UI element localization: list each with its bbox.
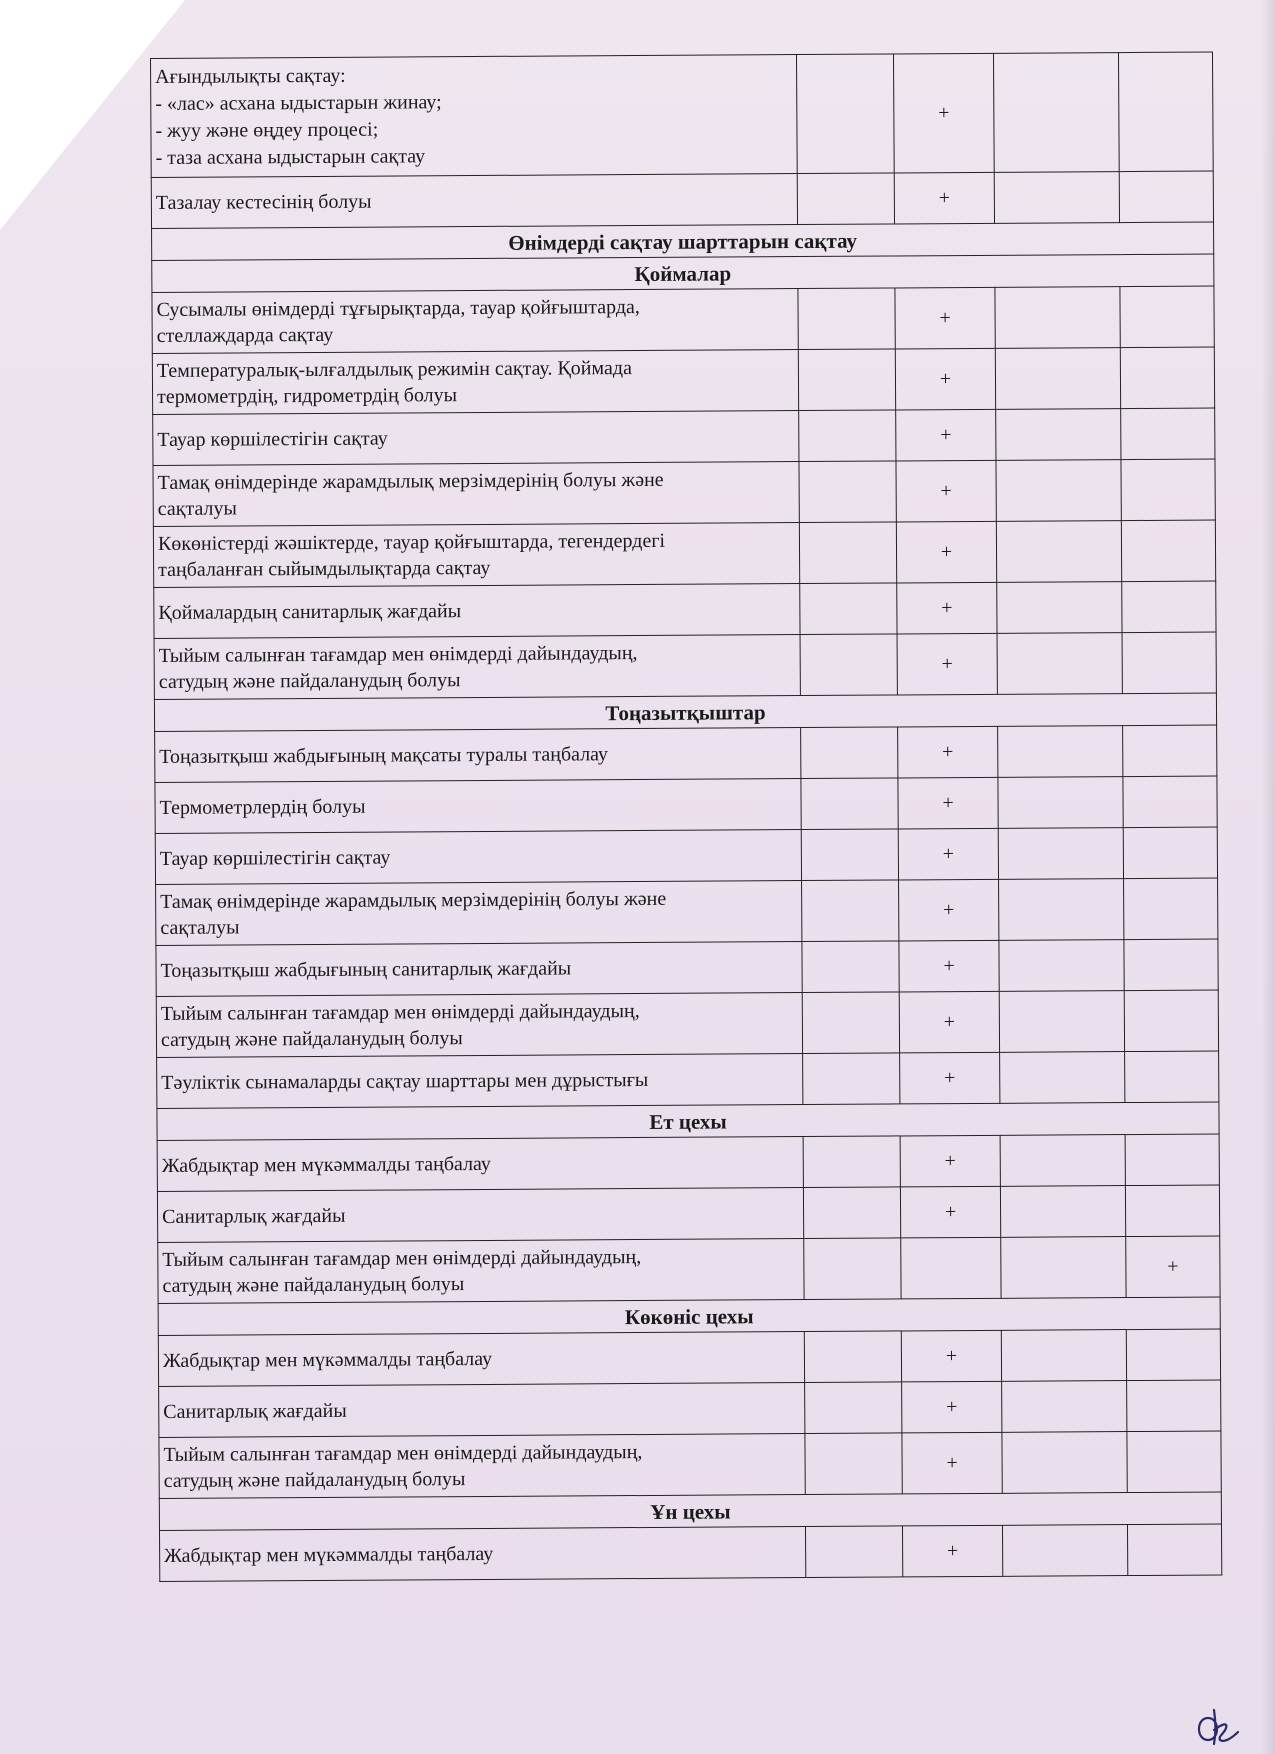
mark-cell-2: + <box>900 1052 1000 1104</box>
section-title: Көкөніс цехы <box>158 1297 1220 1335</box>
checklist-row <box>156 878 1218 945</box>
mark-cell-4 <box>1121 459 1215 521</box>
mark-cell-3 <box>994 172 1119 224</box>
requirement-line: Тауар көршілестігін сақтау <box>157 427 388 451</box>
checklist-row <box>157 1134 1219 1191</box>
checklist-row <box>157 1185 1219 1242</box>
mark-cell-2: + <box>901 1330 1001 1382</box>
checklist-row <box>156 990 1218 1057</box>
requirement-line: Тамақ өнімдерінде жарамдылық мерзімдерінің болуы және <box>157 468 664 494</box>
requirement-line: Тыйым салынған тағамдар мен өнімдерді дайындаудың, <box>160 1000 640 1025</box>
requirement-line: сақталуы <box>160 916 240 939</box>
checklist-row <box>159 1431 1221 1498</box>
mark-cell-2: + <box>900 1135 1000 1187</box>
mark-cell-1 <box>797 173 894 225</box>
mark-cell-4 <box>1124 939 1218 991</box>
checklist-row <box>157 1051 1219 1108</box>
mark-cell-1 <box>798 349 895 411</box>
checklist-row <box>154 632 1216 699</box>
mark-cell-2: + <box>899 940 999 992</box>
checklist-body <box>151 52 1222 1581</box>
checklist-row <box>155 776 1217 833</box>
mark-cell-3 <box>996 521 1121 583</box>
mark-cell-2: + <box>898 828 998 880</box>
checklist-row <box>152 347 1214 414</box>
mark-cell-2: + <box>902 1381 1002 1433</box>
mark-cell-4 <box>1126 1329 1220 1381</box>
requirement-text <box>159 1434 805 1499</box>
requirement-line: Санитарлық жағдайы <box>163 1399 347 1423</box>
requirement-text <box>156 881 802 946</box>
mark-cell-3 <box>1001 1237 1126 1299</box>
requirement-text <box>158 1239 804 1304</box>
checklist-row <box>151 52 1214 177</box>
mark-cell-1 <box>801 829 898 881</box>
mark-cell-2: + <box>902 1432 1002 1494</box>
handwritten-signature <box>1190 1688 1270 1748</box>
requirement-line: - «лас» асхана ыдыстарын жинау; <box>155 91 442 115</box>
section-title: Тоңазытқыштар <box>154 693 1216 731</box>
requirement-line: - таза асхана ыдыстарын сақтау <box>155 145 426 169</box>
mark-cell-2: + <box>896 460 996 522</box>
mark-cell-3 <box>1000 1135 1125 1187</box>
mark-cell-4 <box>1121 408 1215 460</box>
mark-cell-2: + <box>896 409 996 461</box>
mark-cell-4 <box>1124 878 1218 940</box>
mark-cell-4 <box>1120 286 1214 348</box>
requirement-line: Тамақ өнімдерінде жарамдылық мерзімдерінің болуы және <box>160 887 667 913</box>
mark-cell-3 <box>997 582 1122 634</box>
requirement-line: сатудың және пайдаланудың болуы <box>158 669 461 693</box>
requirement-text <box>156 993 802 1058</box>
mark-cell-3 <box>1000 1052 1125 1104</box>
mark-cell-4 <box>1127 1380 1221 1432</box>
requirement-line: сатудың және пайдаланудың болуы <box>160 1027 463 1051</box>
mark-cell-2: + <box>900 1186 1000 1238</box>
requirement-line: Жабдықтар мен мүкәммалды таңбалау <box>162 1347 493 1372</box>
mark-cell-1 <box>804 1238 901 1300</box>
mark-cell-4 <box>1122 632 1216 694</box>
mark-cell-2: + <box>897 633 997 695</box>
mark-cell-4 <box>1127 1524 1221 1576</box>
requirement-text <box>153 523 799 588</box>
mark-cell-3 <box>998 777 1123 829</box>
mark-cell-1 <box>805 1526 902 1578</box>
mark-cell-1 <box>802 941 899 993</box>
checklist-row <box>152 286 1214 353</box>
requirement-line: Санитарлық жағдайы <box>162 1204 346 1228</box>
requirement-text <box>154 635 800 700</box>
mark-cell-1 <box>799 461 896 523</box>
mark-cell-4 <box>1125 1134 1219 1186</box>
requirement-line: Тазалау кестесінің болуы <box>155 190 372 214</box>
mark-cell-2: + <box>902 1525 1002 1577</box>
mark-cell-1 <box>803 1187 900 1239</box>
requirement-line: Сусымалы өнімдерді тұғырықтарда, тауар қойғыштарда, <box>156 296 640 321</box>
mark-cell-2: + <box>898 777 998 829</box>
mark-cell-1 <box>796 54 894 174</box>
mark-cell-4 <box>1120 347 1214 409</box>
requirement-text <box>156 942 802 997</box>
mark-cell-3 <box>996 409 1121 461</box>
mark-cell-2: + <box>899 879 999 941</box>
mark-cell-3 <box>993 53 1119 173</box>
requirement-line: Тоңазытқыш жабдығының санитарлық жағдайы <box>160 957 572 982</box>
mark-cell-1 <box>800 634 897 696</box>
mark-cell-4 <box>1125 1051 1219 1103</box>
requirement-line: Қоймалардың санитарлық жағдайы <box>158 600 462 624</box>
mark-cell-2: + <box>895 287 995 349</box>
mark-cell-2 <box>901 1237 1001 1299</box>
mark-cell-3 <box>1000 1186 1125 1238</box>
requirement-text <box>157 1137 803 1192</box>
mark-cell-3 <box>995 287 1120 349</box>
requirement-line: - жуу және өңдеу процесі; <box>155 118 379 142</box>
checklist-row <box>153 459 1215 526</box>
requirement-text <box>157 1188 803 1243</box>
mark-cell-1 <box>805 1433 902 1495</box>
mark-cell-4 <box>1122 581 1216 633</box>
mark-cell-4 <box>1118 52 1213 172</box>
mark-cell-4 <box>1123 776 1217 828</box>
mark-cell-1 <box>801 778 898 830</box>
requirement-line: Термометрлердің болуы <box>159 795 366 819</box>
mark-cell-3 <box>997 633 1122 695</box>
mark-cell-3 <box>999 940 1124 992</box>
requirement-text <box>157 1054 803 1109</box>
mark-cell-3 <box>996 460 1121 522</box>
mark-cell-1 <box>804 1331 901 1383</box>
mark-cell-4: + <box>1126 1236 1220 1298</box>
requirement-line: Көкөністерді жәшіктерде, тауар қойғыштарда, тегендердегі <box>157 529 666 555</box>
checklist-row <box>156 939 1218 996</box>
requirement-line: таңбаланған сыйымдылықтарда сақтау <box>158 556 491 581</box>
requirement-line: Тауар көршілестігін сақтау <box>159 846 391 870</box>
mark-cell-3 <box>1002 1432 1127 1494</box>
mark-cell-2: + <box>893 53 994 173</box>
mark-cell-1 <box>798 288 895 350</box>
section-title: Өнімдерді сақтау шарттарын сақтау <box>152 222 1214 260</box>
mark-cell-3 <box>1002 1381 1127 1433</box>
requirement-line: Тыйым салынған тағамдар мен өнімдерді дайындаудың, <box>158 642 638 667</box>
requirement-text <box>155 779 801 834</box>
requirement-text <box>159 1527 805 1582</box>
checklist-row <box>153 408 1215 465</box>
requirement-text <box>151 55 798 178</box>
mark-cell-2: + <box>899 991 999 1053</box>
requirement-text <box>153 411 799 466</box>
requirement-line: сатудың және пайдаланудың болуы <box>163 1468 466 1492</box>
mark-cell-2: + <box>896 521 996 583</box>
mark-cell-2: + <box>894 172 994 224</box>
mark-cell-3 <box>1001 1330 1126 1382</box>
inspection-checklist-table <box>150 52 1222 1582</box>
mark-cell-4 <box>1123 827 1217 879</box>
checklist-row <box>154 581 1216 638</box>
mark-cell-1 <box>800 583 897 635</box>
requirement-line: Тыйым салынған тағамдар мен өнімдерді дайындаудың, <box>163 1441 643 1466</box>
checklist-row <box>155 827 1217 884</box>
mark-cell-2: + <box>898 726 998 778</box>
mark-cell-4 <box>1123 725 1217 777</box>
mark-cell-1 <box>803 1136 900 1188</box>
requirement-text <box>155 728 801 783</box>
checklist-row <box>159 1524 1221 1581</box>
mark-cell-1 <box>799 410 896 462</box>
section-title: Қоймалар <box>152 254 1214 292</box>
mark-cell-1 <box>802 880 899 942</box>
requirement-text <box>155 830 801 885</box>
requirement-line: Тоңазытқыш жабдығының мақсаты туралы таңбалау <box>159 743 609 768</box>
mark-cell-4 <box>1124 990 1218 1052</box>
checklist-row <box>159 1380 1221 1437</box>
requirement-text <box>154 584 800 639</box>
requirement-line: Температуралық-ылғалдылық режимін сақтау. Қоймада <box>156 357 633 382</box>
requirement-line: Тыйым салынған тағамдар мен өнімдерді дайындаудың, <box>162 1246 642 1271</box>
page-edge-shadow <box>1261 0 1275 1754</box>
requirement-line: Жабдықтар мен мүкәммалды таңбалау <box>161 1152 491 1177</box>
mark-cell-4 <box>1119 171 1213 223</box>
requirement-text <box>152 350 798 415</box>
mark-cell-3 <box>995 348 1120 410</box>
checklist-row <box>158 1236 1220 1303</box>
section-title: Ұн цехы <box>159 1492 1221 1530</box>
mark-cell-3 <box>998 726 1123 778</box>
section-title: Ет цехы <box>157 1102 1219 1140</box>
requirement-text <box>159 1383 805 1438</box>
checklist-row <box>158 1329 1220 1386</box>
requirement-text <box>153 462 799 527</box>
requirement-line: Жабдықтар мен мүкәммалды таңбалау <box>164 1542 494 1567</box>
mark-cell-4 <box>1125 1185 1219 1237</box>
mark-cell-1 <box>803 1053 900 1105</box>
requirement-text <box>151 174 797 229</box>
requirement-line: Тәуліктік сынамаларды сақтау шарттары мен дұрыстығы <box>161 1068 649 1094</box>
mark-cell-3 <box>998 828 1123 880</box>
requirement-line: Ағындылықты сақтау: <box>155 64 346 88</box>
requirement-line: стеллаждарда сақтау <box>156 323 334 347</box>
mark-cell-3 <box>1002 1525 1127 1577</box>
requirement-line: сақталуы <box>157 497 237 520</box>
requirement-line: термометрдің, гидрометрдің болуы <box>157 384 458 408</box>
mark-cell-1 <box>805 1382 902 1434</box>
mark-cell-2: + <box>897 582 997 634</box>
mark-cell-3 <box>999 991 1124 1053</box>
checklist-row <box>155 725 1217 782</box>
requirement-text <box>158 1332 804 1387</box>
checklist-row <box>151 171 1213 228</box>
mark-cell-1 <box>802 992 899 1054</box>
checklist-row <box>153 520 1215 587</box>
mark-cell-4 <box>1121 520 1215 582</box>
requirement-line: сатудың және пайдаланудың болуы <box>162 1273 465 1297</box>
requirement-text <box>152 289 798 354</box>
mark-cell-3 <box>999 879 1124 941</box>
mark-cell-4 <box>1127 1431 1221 1493</box>
mark-cell-1 <box>801 727 898 779</box>
mark-cell-1 <box>799 522 896 584</box>
mark-cell-2: + <box>895 348 995 410</box>
